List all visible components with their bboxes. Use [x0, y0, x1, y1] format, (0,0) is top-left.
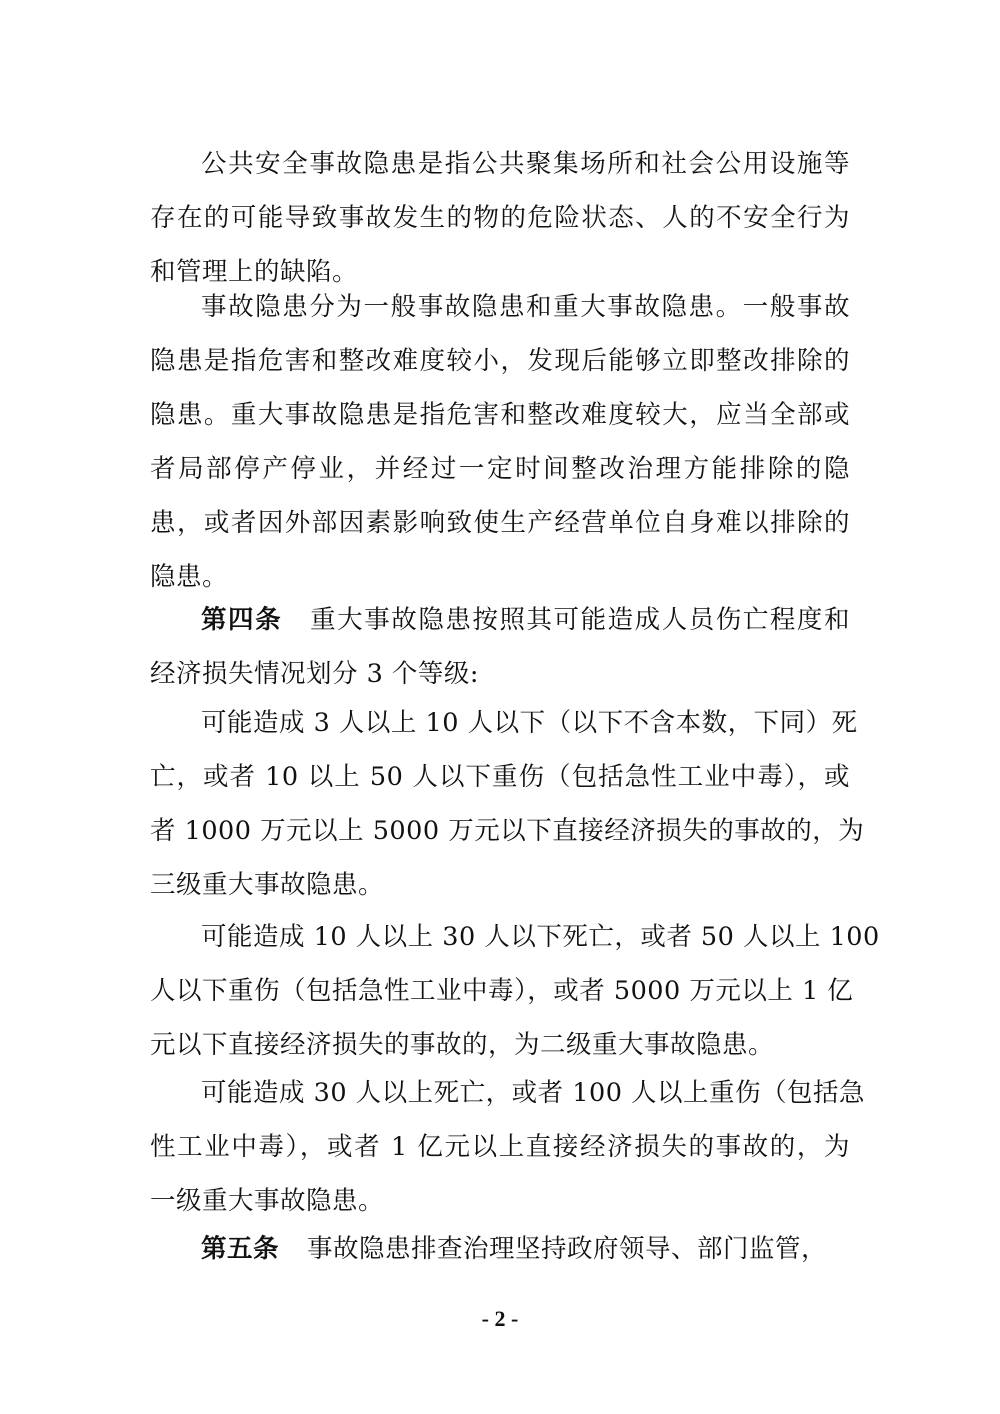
text-line: 公共安全事故隐患是指公共聚集场所和社会公用设施等 [201, 149, 850, 179]
text-line: 患，或者因外部因素影响致使生产经营单位自身难以排除的 [150, 508, 850, 538]
text-line: 者 1000 万元以上 5000 万元以下直接经济损失的事故的，为 [150, 816, 865, 846]
text-line: 可能造成 30 人以上死亡，或者 100 人以上重伤（包括急 [201, 1078, 866, 1108]
text-line: 隐患。 [150, 562, 229, 592]
article-text: 事故隐患排查治理坚持政府领导、部门监管， [307, 1234, 828, 1264]
text-line: 经济损失情况划分 3 个等级: [150, 659, 480, 689]
text-line: 事故隐患分为一般事故隐患和重大事故隐患。一般事故 [201, 292, 850, 322]
text-line: 隐患。重大事故隐患是指危害和整改难度较大，应当全部或 [150, 400, 850, 430]
text-line: 存在的可能导致事故发生的物的危险状态、人的不安全行为 [150, 203, 850, 233]
text-line: 元以下直接经济损失的事故的，为二级重大事故隐患。 [150, 1030, 775, 1060]
text-line: 和管理上的缺陷。 [150, 257, 359, 287]
text-line [150, 593, 850, 647]
article-heading: 第四条 [201, 605, 283, 635]
text-line: 可能造成 10 人以上 30 人以下死亡，或者 50 人以上 100 [201, 922, 880, 952]
article-heading: 第五条 [201, 1234, 280, 1264]
text-line: 可能造成 3 人以上 10 人以下（以下不含本数，下同）死 [201, 708, 858, 738]
text-line [150, 1222, 850, 1276]
text-line: 一级重大事故隐患。 [150, 1186, 385, 1216]
text-line: 者局部停产停业，并经过一定时间整改治理方能排除的隐 [150, 454, 850, 484]
text-line: 隐患是指危害和整改难度较小，发现后能够立即整改排除的 [150, 346, 850, 376]
text-line: 三级重大事故隐患。 [150, 870, 385, 900]
text-line: 亡，或者 10 以上 50 人以下重伤（包括急性工业中毒），或 [150, 762, 850, 792]
text-line: 人以下重伤（包括急性工业中毒），或者 5000 万元以上 1 亿 [150, 976, 854, 1006]
article-text: 重大事故隐患按照其可能造成人员伤亡程度和 [310, 605, 850, 635]
page-number: - 2 - [481, 1306, 519, 1331]
text-line: 性工业中毒），或者 1 亿元以上直接经济损失的事故的，为 [150, 1132, 850, 1162]
